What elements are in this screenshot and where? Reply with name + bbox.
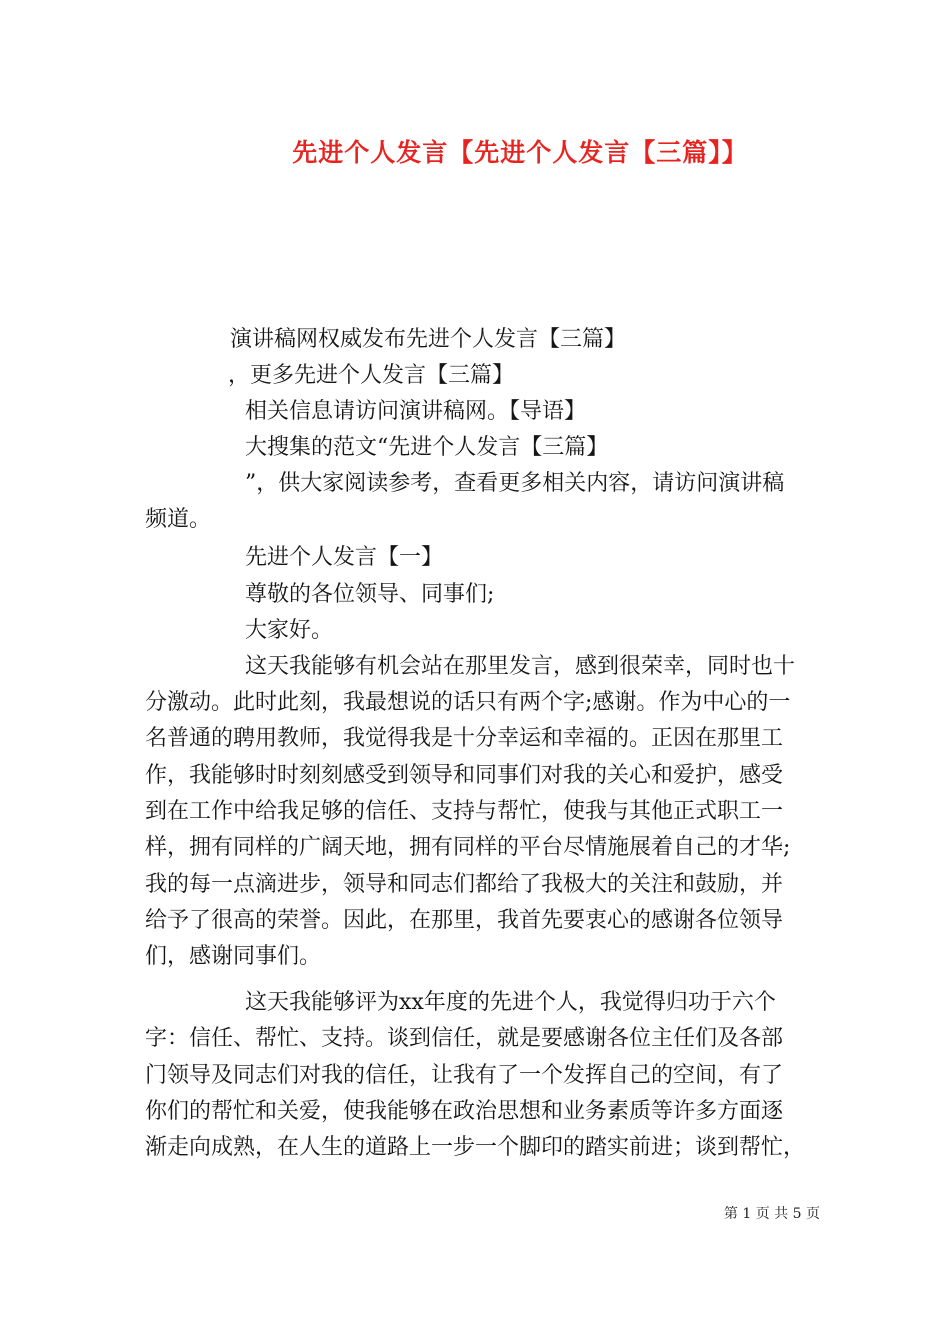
page-footer: 第 1 页 共 5 页 xyxy=(723,1206,820,1222)
intro-line: 大搜集的范文“先进个人发言【三篇】 xyxy=(245,435,609,460)
paragraph-line: 到在工作中给我足够的信任、支持与帮忙，使我与其他正式职工一 xyxy=(145,799,784,824)
section-heading: 先进个人发言【一】 xyxy=(245,545,444,570)
paragraph-line: 门领导及同志们对我的信任，让我有了一个发挥自己的空间，有了 xyxy=(145,1063,784,1088)
paragraph-line: 你们的帮忙和关爱，使我能够在政治思想和业务素质等许多方面逐 xyxy=(145,1099,784,1124)
paragraph-line: 这天我能够评为xx年度的先进个人，我觉得归功于六个 xyxy=(245,990,776,1015)
paragraph-line: 样，拥有同样的广阔天地，拥有同样的平台尽情施展着自己的才华; xyxy=(145,835,791,860)
intro-line: 频道。 xyxy=(145,507,212,532)
paragraph-line: 我的每一点滴进步，领导和同志们都给了我极大的关注和鼓励，并 xyxy=(145,872,784,897)
paragraph-line: 字：信任、帮忙、支持。谈到信任，就是要感谢各位主任们及各部 xyxy=(145,1026,784,1051)
intro-line: ”，供大家阅读参考，查看更多相关内容，请访问演讲稿 xyxy=(245,471,785,496)
intro-line: 相关信息请访问演讲稿网。【导语】 xyxy=(245,399,587,424)
document-title-text: 先进个人发言【先进个人发言【三篇】】 xyxy=(292,138,748,167)
paragraph-line: 作，我能够时时刻刻感受到领导和同事们对我的关心和爱护，感受 xyxy=(145,763,784,788)
paragraph-line: 名普通的聘用教师，我觉得我是十分幸运和幸福的。正因在那里工 xyxy=(145,726,784,751)
intro-line: 演讲稿网权威发布先进个人发言【三篇】 xyxy=(230,327,627,352)
paragraph-line: 们，感谢同事们。 xyxy=(145,944,322,969)
paragraph-line: 给予了很高的荣誉。因此，在那里，我首先要衷心的感谢各位领导 xyxy=(145,908,784,933)
paragraph-line: 渐走向成熟，在人生的道路上一步一个脚印的踏实前进；谈到帮忙， xyxy=(145,1135,806,1160)
paragraph-line: 这天我能够有机会站在那里发言，感到很荣幸，同时也十 xyxy=(245,654,796,679)
salutation: 尊敬的各位领导、同事们; xyxy=(245,582,495,607)
document-title xyxy=(0,133,950,169)
paragraph-line: 分激动。此时此刻，我最想说的话只有两个字;感谢。作为中心的一 xyxy=(145,690,791,715)
intro-line: ，更多先进个人发言【三篇】 xyxy=(228,363,515,388)
greeting: 大家好。 xyxy=(245,618,334,643)
